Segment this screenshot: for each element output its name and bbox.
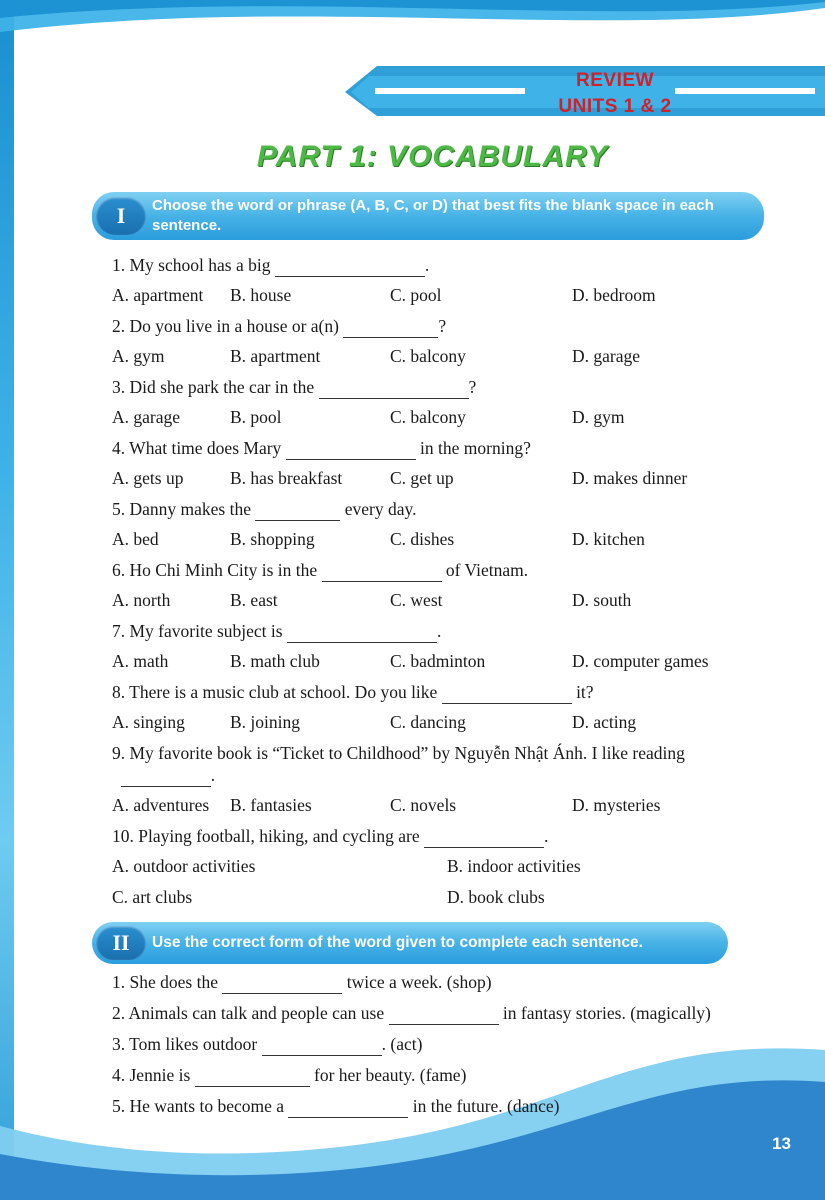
review-title — [500, 68, 730, 120]
question-text: 1. My school has a big — [112, 255, 275, 275]
answer-option[interactable]: D. acting — [572, 712, 637, 732]
question-row — [112, 1096, 812, 1118]
review-line-1: REVIEW — [576, 70, 654, 91]
question-row — [112, 1003, 812, 1025]
question-text-post: . — [210, 765, 216, 785]
answer-option[interactable]: C. balcony — [390, 407, 466, 427]
answer-option[interactable]: D. book clubs — [447, 887, 545, 907]
answer-option[interactable]: B. east — [230, 590, 278, 610]
answer-blank[interactable] — [287, 620, 437, 643]
option-row — [112, 650, 802, 672]
option-row — [112, 528, 802, 550]
answer-option[interactable]: A. bed — [112, 529, 159, 549]
exercise-1-number: I — [96, 197, 146, 235]
question-text: 6. Ho Chi Minh City is in the — [112, 560, 322, 580]
answer-option[interactable]: A. singing — [112, 712, 185, 732]
option-row — [112, 284, 802, 306]
answer-option[interactable]: C. dancing — [390, 712, 466, 732]
option-row — [112, 406, 802, 428]
question-row — [112, 1034, 812, 1056]
question-text-post: . — [436, 621, 442, 641]
question-text-post: . (act) — [381, 1034, 423, 1054]
question-stem — [112, 315, 802, 338]
answer-blank[interactable] — [389, 1003, 499, 1025]
question-text: 2. Animals can talk and people can use — [112, 1003, 389, 1023]
review-line-2: UNITS 1 & 2 — [558, 96, 672, 117]
exercise-2-number: II — [96, 926, 146, 960]
question-text: 8. There is a music club at school. Do you like — [112, 682, 442, 702]
answer-option[interactable]: A. north — [112, 590, 171, 610]
question-text-post: it? — [571, 682, 594, 702]
answer-option[interactable]: B. house — [230, 285, 292, 305]
left-decorative-bar — [0, 0, 14, 1200]
answer-option[interactable]: B. apartment — [230, 346, 321, 366]
answer-option[interactable]: C. dishes — [390, 529, 455, 549]
answer-blank[interactable] — [286, 437, 416, 460]
question-text: 10. Playing football, hiking, and cycling are — [112, 826, 425, 846]
question-text-post: in the future. (dance) — [408, 1096, 560, 1116]
question-stem — [112, 376, 802, 399]
answer-option[interactable]: D. gym — [572, 407, 625, 427]
answer-blank[interactable] — [121, 764, 211, 787]
answer-option[interactable]: A. gets up — [112, 468, 184, 488]
exercise-2-heading — [92, 922, 728, 964]
part-title: PART 1: VOCABULARY — [256, 140, 609, 173]
answer-option[interactable]: C. novels — [390, 795, 457, 815]
answer-option[interactable]: C. badminton — [390, 651, 486, 671]
question-stem — [112, 254, 802, 277]
exercise-2-questions — [112, 972, 812, 1127]
exercise-2-instruction: Use the correct form of the word given to complete each sentence. — [152, 934, 643, 951]
question-stem — [112, 681, 802, 704]
question-text: 9. My favorite book is “Ticket to Childhood” by Nguyễn Nhật Ánh. I like reading — [112, 743, 685, 763]
answer-option[interactable]: C. west — [390, 590, 443, 610]
answer-option[interactable]: A. garage — [112, 407, 181, 427]
answer-option[interactable]: D. south — [572, 590, 632, 610]
option-row — [112, 711, 802, 733]
answer-option[interactable]: A. adventures — [112, 795, 210, 815]
question-text-post: . — [544, 826, 549, 846]
question-row — [112, 972, 812, 994]
option-row — [112, 886, 802, 908]
answer-option[interactable]: D. makes dinner — [572, 468, 688, 488]
exercise-1-instruction: Choose the word or phrase (A, B, C, or D) that best fits the blank space in each sentence. — [152, 197, 714, 234]
page-number: 13 — [772, 1134, 791, 1153]
option-row — [112, 467, 802, 489]
option-row — [112, 345, 802, 367]
question-stem — [112, 498, 802, 521]
answer-option[interactable]: D. bedroom — [572, 285, 656, 305]
answer-blank[interactable] — [424, 825, 544, 848]
option-row — [112, 589, 802, 611]
answer-blank[interactable] — [319, 376, 469, 399]
answer-blank[interactable] — [288, 1096, 408, 1118]
question-text-post: in fantasy stories. (magically) — [498, 1003, 711, 1023]
answer-option[interactable]: B. math club — [230, 651, 320, 671]
question-row — [112, 1065, 812, 1087]
question-text: 4. Jennie is — [112, 1065, 195, 1085]
question-text: 3. Tom likes outdoor — [112, 1034, 262, 1054]
answer-blank[interactable] — [222, 972, 342, 994]
exercise-1-questions — [112, 254, 802, 917]
answer-option[interactable]: B. shopping — [230, 529, 315, 549]
answer-blank[interactable] — [255, 498, 340, 521]
question-text-post: for her beauty. (fame) — [309, 1065, 467, 1085]
question-text: 2. Do you live in a house or a(n) — [112, 316, 344, 336]
answer-blank[interactable] — [343, 315, 438, 338]
question-stem — [112, 620, 802, 643]
question-text: 7. My favorite subject is — [112, 621, 287, 641]
answer-blank[interactable] — [322, 559, 442, 582]
option-row — [112, 794, 802, 816]
question-text: 1. She does the — [112, 972, 223, 992]
question-text: 5. Danny makes the — [112, 499, 256, 519]
answer-option[interactable]: D. mysteries — [572, 795, 661, 815]
question-text-post: ? — [468, 377, 477, 397]
question-text-post: of Vietnam. — [441, 560, 529, 580]
answer-blank[interactable] — [442, 681, 572, 704]
left-decorative-bar-inner — [14, 0, 19, 1200]
question-text-post: twice a week. (shop) — [342, 972, 492, 992]
top-wave-decoration — [0, 0, 825, 60]
answer-blank[interactable] — [195, 1065, 310, 1087]
question-text-post: . — [424, 255, 430, 275]
answer-option[interactable]: A. gym — [112, 346, 165, 366]
answer-option[interactable]: C. balcony — [390, 346, 466, 366]
answer-option[interactable]: B. fantasies — [230, 795, 312, 815]
answer-option[interactable]: A. apartment — [112, 285, 204, 305]
answer-option[interactable]: B. has breakfast — [230, 468, 343, 488]
answer-option[interactable]: D. garage — [572, 346, 641, 366]
question-stem — [112, 825, 802, 848]
answer-option[interactable]: B. joining — [230, 712, 301, 732]
option-row — [112, 855, 802, 877]
answer-option[interactable]: B. indoor activities — [447, 856, 581, 876]
answer-option[interactable]: A. math — [112, 651, 169, 671]
question-text: 5. He wants to become a — [112, 1096, 289, 1116]
question-text: 4. What time does Mary — [112, 438, 286, 458]
answer-option[interactable]: B. pool — [230, 407, 282, 427]
answer-option[interactable]: C. get up — [390, 468, 454, 488]
answer-option[interactable]: C. art clubs — [112, 887, 193, 907]
answer-option[interactable]: D. computer games — [572, 651, 709, 671]
answer-blank[interactable] — [275, 254, 425, 277]
question-text: 3. Did she park the car in the — [112, 377, 319, 397]
question-stem — [112, 437, 802, 460]
question-text-post: in the morning? — [415, 438, 531, 458]
exercise-1-heading — [92, 192, 764, 240]
answer-option[interactable]: C. pool — [390, 285, 442, 305]
question-text-post: every day. — [340, 499, 417, 519]
question-stem — [112, 559, 802, 582]
question-stem — [112, 742, 802, 787]
answer-option[interactable]: A. outdoor activities — [112, 856, 256, 876]
answer-option[interactable]: D. kitchen — [572, 529, 645, 549]
question-text-post: ? — [438, 316, 447, 336]
answer-blank[interactable] — [262, 1034, 382, 1056]
